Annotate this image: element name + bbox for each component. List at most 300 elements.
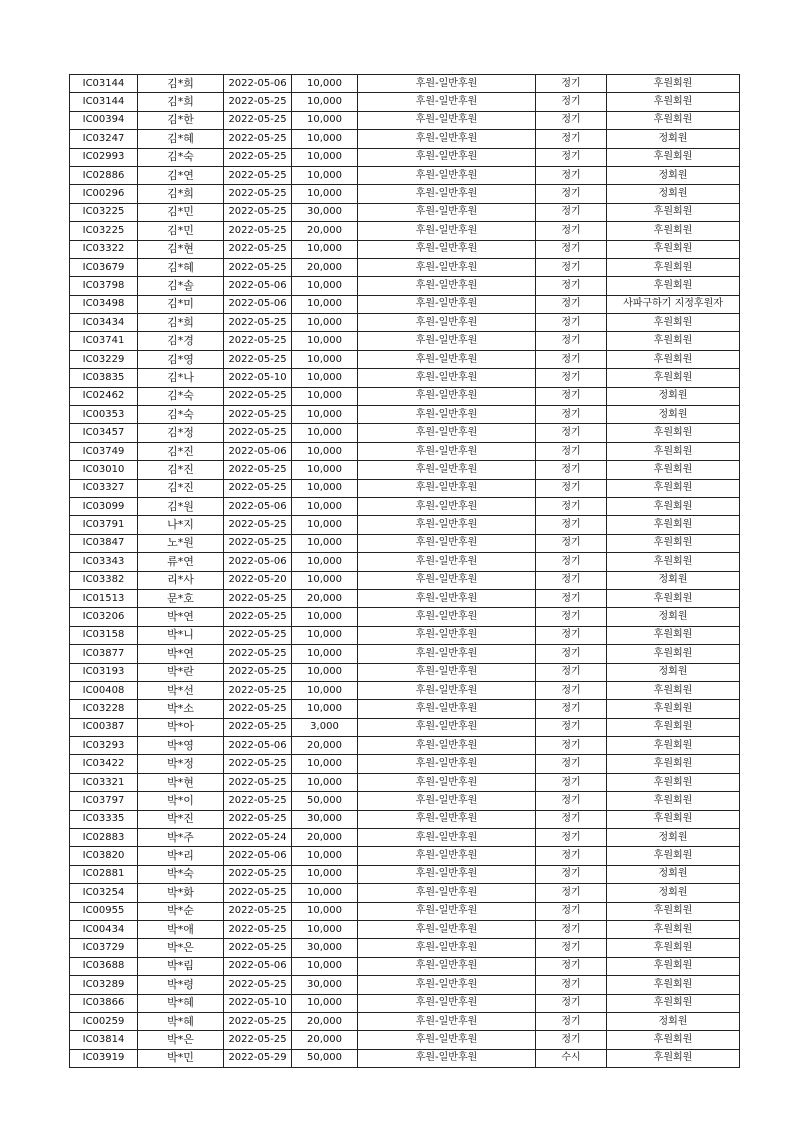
- donor-name-cell: 리*사: [138, 571, 224, 589]
- category-cell: 후원-일반후원: [358, 203, 536, 221]
- table-row: [70, 829, 740, 847]
- category-cell: 후원-일반후원: [358, 277, 536, 295]
- amount-cell: 20,000: [292, 1012, 358, 1030]
- date-cell: 2022-05-25: [224, 792, 292, 810]
- frequency-cell: 정기: [536, 406, 607, 424]
- donor-name-cell: 김*진: [138, 479, 224, 497]
- table-row: [70, 258, 740, 276]
- member-type-cell: 후원회원: [607, 332, 740, 350]
- frequency-cell: 정기: [536, 1012, 607, 1030]
- member-type-cell: 후원회원: [607, 737, 740, 755]
- donor-name-cell: 류*연: [138, 553, 224, 571]
- frequency-cell: 정기: [536, 681, 607, 699]
- donor-id-cell: IC03434: [70, 314, 138, 332]
- frequency-cell: 정기: [536, 516, 607, 534]
- donor-id-cell: IC03877: [70, 645, 138, 663]
- table-row: [70, 1031, 740, 1049]
- amount-cell: 10,000: [292, 516, 358, 534]
- amount-cell: 10,000: [292, 185, 358, 203]
- member-type-cell: 정회원: [607, 387, 740, 405]
- table-row: [70, 755, 740, 773]
- table-row: [70, 645, 740, 663]
- category-cell: 후원-일반후원: [358, 847, 536, 865]
- table-row: [70, 608, 740, 626]
- donor-id-cell: IC03835: [70, 369, 138, 387]
- donor-name-cell: 김*연: [138, 166, 224, 184]
- table-row: [70, 75, 740, 93]
- amount-cell: 20,000: [292, 737, 358, 755]
- amount-cell: 10,000: [292, 350, 358, 368]
- table-row: [70, 534, 740, 552]
- date-cell: 2022-05-25: [224, 663, 292, 681]
- member-type-cell: 후원회원: [607, 681, 740, 699]
- member-type-cell: 후원회원: [607, 553, 740, 571]
- table-row: [70, 865, 740, 883]
- table-row: [70, 350, 740, 368]
- table-row: [70, 976, 740, 994]
- frequency-cell: 정기: [536, 773, 607, 791]
- date-cell: 2022-05-25: [224, 534, 292, 552]
- table-row: [70, 93, 740, 111]
- amount-cell: 50,000: [292, 1049, 358, 1067]
- amount-cell: 10,000: [292, 369, 358, 387]
- member-type-cell: 후원회원: [607, 1049, 740, 1067]
- date-cell: 2022-05-29: [224, 1049, 292, 1067]
- date-cell: 2022-05-25: [224, 148, 292, 166]
- donor-name-cell: 박*혜: [138, 994, 224, 1012]
- donor-id-cell: IC00408: [70, 681, 138, 699]
- member-type-cell: 후원회원: [607, 424, 740, 442]
- table-row: [70, 718, 740, 736]
- frequency-cell: 정기: [536, 424, 607, 442]
- donor-name-cell: 김*민: [138, 222, 224, 240]
- date-cell: 2022-05-24: [224, 829, 292, 847]
- frequency-cell: 정기: [536, 884, 607, 902]
- frequency-cell: 정기: [536, 994, 607, 1012]
- date-cell: 2022-05-25: [224, 1031, 292, 1049]
- frequency-cell: 정기: [536, 314, 607, 332]
- donor-id-cell: IC03382: [70, 571, 138, 589]
- category-cell: 후원-일반후원: [358, 810, 536, 828]
- date-cell: 2022-05-06: [224, 553, 292, 571]
- date-cell: 2022-05-10: [224, 994, 292, 1012]
- category-cell: 후원-일반후원: [358, 534, 536, 552]
- frequency-cell: 정기: [536, 865, 607, 883]
- date-cell: 2022-05-25: [224, 626, 292, 644]
- frequency-cell: 정기: [536, 332, 607, 350]
- category-cell: 후원-일반후원: [358, 442, 536, 460]
- frequency-cell: 정기: [536, 829, 607, 847]
- table-row: [70, 681, 740, 699]
- donor-id-cell: IC03457: [70, 424, 138, 442]
- category-cell: 후원-일반후원: [358, 865, 536, 883]
- donor-name-cell: 김*경: [138, 332, 224, 350]
- frequency-cell: 정기: [536, 185, 607, 203]
- donor-name-cell: 박*은: [138, 1031, 224, 1049]
- amount-cell: 10,000: [292, 571, 358, 589]
- frequency-cell: 정기: [536, 663, 607, 681]
- donor-id-cell: IC00353: [70, 406, 138, 424]
- donor-id-cell: IC03422: [70, 755, 138, 773]
- amount-cell: 30,000: [292, 810, 358, 828]
- amount-cell: 50,000: [292, 792, 358, 810]
- frequency-cell: 정기: [536, 75, 607, 93]
- frequency-cell: 정기: [536, 240, 607, 258]
- category-cell: 후원-일반후원: [358, 976, 536, 994]
- donor-name-cell: 박*영: [138, 737, 224, 755]
- category-cell: 후원-일반후원: [358, 240, 536, 258]
- amount-cell: 10,000: [292, 608, 358, 626]
- member-type-cell: 후원회원: [607, 148, 740, 166]
- table-row: [70, 589, 740, 607]
- amount-cell: 10,000: [292, 240, 358, 258]
- frequency-cell: 정기: [536, 461, 607, 479]
- amount-cell: 10,000: [292, 424, 358, 442]
- member-type-cell: 후원회원: [607, 111, 740, 129]
- date-cell: 2022-05-25: [224, 755, 292, 773]
- category-cell: 후원-일반후원: [358, 479, 536, 497]
- date-cell: 2022-05-25: [224, 700, 292, 718]
- table-row: [70, 111, 740, 129]
- frequency-cell: 정기: [536, 130, 607, 148]
- amount-cell: 10,000: [292, 553, 358, 571]
- donor-name-cell: 박*민: [138, 1049, 224, 1067]
- member-type-cell: 정회원: [607, 166, 740, 184]
- donor-name-cell: 김*정: [138, 424, 224, 442]
- frequency-cell: 정기: [536, 1031, 607, 1049]
- table-row: [70, 700, 740, 718]
- frequency-cell: 정기: [536, 939, 607, 957]
- category-cell: 후원-일반후원: [358, 1012, 536, 1030]
- donor-name-cell: 노*원: [138, 534, 224, 552]
- donor-id-cell: IC03321: [70, 773, 138, 791]
- member-type-cell: 후원회원: [607, 994, 740, 1012]
- member-type-cell: 후원회원: [607, 240, 740, 258]
- donor-id-cell: IC03254: [70, 884, 138, 902]
- amount-cell: 10,000: [292, 93, 358, 111]
- date-cell: 2022-05-25: [224, 332, 292, 350]
- category-cell: 후원-일반후원: [358, 718, 536, 736]
- amount-cell: 3,000: [292, 718, 358, 736]
- date-cell: 2022-05-06: [224, 957, 292, 975]
- table-row: [70, 332, 740, 350]
- donor-name-cell: 김*희: [138, 185, 224, 203]
- donor-id-cell: IC03193: [70, 663, 138, 681]
- date-cell: 2022-05-25: [224, 111, 292, 129]
- member-type-cell: 후원회원: [607, 957, 740, 975]
- date-cell: 2022-05-25: [224, 884, 292, 902]
- member-type-cell: 후원회원: [607, 976, 740, 994]
- amount-cell: 10,000: [292, 773, 358, 791]
- member-type-cell: 정회원: [607, 663, 740, 681]
- amount-cell: 10,000: [292, 461, 358, 479]
- amount-cell: 10,000: [292, 387, 358, 405]
- date-cell: 2022-05-25: [224, 350, 292, 368]
- date-cell: 2022-05-25: [224, 773, 292, 791]
- member-type-cell: 후원회원: [607, 93, 740, 111]
- category-cell: 후원-일반후원: [358, 755, 536, 773]
- donor-id-cell: IC02883: [70, 829, 138, 847]
- donor-name-cell: 박*화: [138, 884, 224, 902]
- member-type-cell: 정회원: [607, 185, 740, 203]
- donor-name-cell: 박*란: [138, 663, 224, 681]
- donor-name-cell: 박*니: [138, 626, 224, 644]
- date-cell: 2022-05-25: [224, 222, 292, 240]
- table-row: [70, 314, 740, 332]
- table-row: [70, 773, 740, 791]
- amount-cell: 10,000: [292, 700, 358, 718]
- frequency-cell: 정기: [536, 920, 607, 938]
- donor-id-cell: IC01513: [70, 589, 138, 607]
- amount-cell: 20,000: [292, 1031, 358, 1049]
- category-cell: 후원-일반후원: [358, 939, 536, 957]
- donor-id-cell: IC02881: [70, 865, 138, 883]
- member-type-cell: 후원회원: [607, 277, 740, 295]
- frequency-cell: 정기: [536, 792, 607, 810]
- frequency-cell: 정기: [536, 277, 607, 295]
- donor-name-cell: 김*희: [138, 75, 224, 93]
- amount-cell: 30,000: [292, 939, 358, 957]
- date-cell: 2022-05-25: [224, 589, 292, 607]
- donor-id-cell: IC03729: [70, 939, 138, 957]
- amount-cell: 10,000: [292, 663, 358, 681]
- member-type-cell: 후원회원: [607, 534, 740, 552]
- table-row: [70, 387, 740, 405]
- date-cell: 2022-05-25: [224, 93, 292, 111]
- member-type-cell: 후원회원: [607, 902, 740, 920]
- table-row: [70, 240, 740, 258]
- table-row: [70, 1012, 740, 1030]
- member-type-cell: 정회원: [607, 571, 740, 589]
- date-cell: 2022-05-25: [224, 203, 292, 221]
- table-row: [70, 847, 740, 865]
- category-cell: 후원-일반후원: [358, 222, 536, 240]
- amount-cell: 10,000: [292, 920, 358, 938]
- donor-id-cell: IC03498: [70, 295, 138, 313]
- donor-id-cell: IC00434: [70, 920, 138, 938]
- donor-name-cell: 박*현: [138, 773, 224, 791]
- date-cell: 2022-05-25: [224, 314, 292, 332]
- table-row: [70, 203, 740, 221]
- donor-id-cell: IC00387: [70, 718, 138, 736]
- frequency-cell: 정기: [536, 258, 607, 276]
- donor-id-cell: IC03791: [70, 516, 138, 534]
- category-cell: 후원-일반후원: [358, 792, 536, 810]
- donor-id-cell: IC02993: [70, 148, 138, 166]
- date-cell: 2022-05-06: [224, 277, 292, 295]
- donor-name-cell: 김*숙: [138, 406, 224, 424]
- date-cell: 2022-05-25: [224, 920, 292, 938]
- date-cell: 2022-05-25: [224, 185, 292, 203]
- donor-id-cell: IC03866: [70, 994, 138, 1012]
- frequency-cell: 정기: [536, 902, 607, 920]
- amount-cell: 10,000: [292, 295, 358, 313]
- member-type-cell: 후원회원: [607, 755, 740, 773]
- amount-cell: 20,000: [292, 829, 358, 847]
- donor-name-cell: 김*영: [138, 350, 224, 368]
- member-type-cell: 후원회원: [607, 920, 740, 938]
- frequency-cell: 정기: [536, 222, 607, 240]
- table-row: [70, 516, 740, 534]
- donor-name-cell: 김*혜: [138, 258, 224, 276]
- table-row: [70, 406, 740, 424]
- table-row: [70, 884, 740, 902]
- category-cell: 후원-일반후원: [358, 700, 536, 718]
- category-cell: 후원-일반후원: [358, 148, 536, 166]
- member-type-cell: 정회원: [607, 608, 740, 626]
- donor-name-cell: 박*리: [138, 847, 224, 865]
- category-cell: 후원-일반후원: [358, 93, 536, 111]
- member-type-cell: 후원회원: [607, 203, 740, 221]
- member-type-cell: 후원회원: [607, 314, 740, 332]
- amount-cell: 10,000: [292, 166, 358, 184]
- category-cell: 후원-일반후원: [358, 516, 536, 534]
- donor-id-cell: IC00259: [70, 1012, 138, 1030]
- member-type-cell: 후원회원: [607, 626, 740, 644]
- donor-name-cell: 박*선: [138, 681, 224, 699]
- donor-id-cell: IC03847: [70, 534, 138, 552]
- frequency-cell: 정기: [536, 93, 607, 111]
- donor-id-cell: IC03010: [70, 461, 138, 479]
- amount-cell: 10,000: [292, 957, 358, 975]
- date-cell: 2022-05-25: [224, 424, 292, 442]
- date-cell: 2022-05-25: [224, 240, 292, 258]
- frequency-cell: 정기: [536, 479, 607, 497]
- date-cell: 2022-05-25: [224, 939, 292, 957]
- date-cell: 2022-05-06: [224, 75, 292, 93]
- category-cell: 후원-일반후원: [358, 829, 536, 847]
- donor-id-cell: IC03327: [70, 479, 138, 497]
- table-row: [70, 571, 740, 589]
- category-cell: 후원-일반후원: [358, 332, 536, 350]
- donor-id-cell: IC03225: [70, 203, 138, 221]
- donor-name-cell: 박*소: [138, 700, 224, 718]
- date-cell: 2022-05-25: [224, 166, 292, 184]
- amount-cell: 20,000: [292, 222, 358, 240]
- table-row: [70, 497, 740, 515]
- donor-name-cell: 김*솔: [138, 277, 224, 295]
- member-type-cell: 후원회원: [607, 1031, 740, 1049]
- date-cell: 2022-05-25: [224, 865, 292, 883]
- donor-name-cell: 박*아: [138, 718, 224, 736]
- category-cell: 후원-일반후원: [358, 258, 536, 276]
- category-cell: 후원-일반후원: [358, 626, 536, 644]
- table-row: [70, 902, 740, 920]
- frequency-cell: 정기: [536, 847, 607, 865]
- table-row: [70, 148, 740, 166]
- amount-cell: 10,000: [292, 75, 358, 93]
- donor-id-cell: IC02886: [70, 166, 138, 184]
- table-row: [70, 737, 740, 755]
- date-cell: 2022-05-25: [224, 461, 292, 479]
- category-cell: 후원-일반후원: [358, 166, 536, 184]
- date-cell: 2022-05-25: [224, 258, 292, 276]
- amount-cell: 10,000: [292, 130, 358, 148]
- amount-cell: 10,000: [292, 148, 358, 166]
- category-cell: 후원-일반후원: [358, 920, 536, 938]
- donor-id-cell: IC03225: [70, 222, 138, 240]
- donor-id-cell: IC03343: [70, 553, 138, 571]
- donor-id-cell: IC03688: [70, 957, 138, 975]
- frequency-cell: 정기: [536, 645, 607, 663]
- category-cell: 후원-일반후원: [358, 737, 536, 755]
- date-cell: 2022-05-25: [224, 645, 292, 663]
- table-row: [70, 277, 740, 295]
- category-cell: 후원-일반후원: [358, 589, 536, 607]
- member-type-cell: 정회원: [607, 829, 740, 847]
- table-row: [70, 222, 740, 240]
- table-row: [70, 461, 740, 479]
- member-type-cell: 후원회원: [607, 700, 740, 718]
- donor-name-cell: 김*진: [138, 461, 224, 479]
- date-cell: 2022-05-06: [224, 847, 292, 865]
- category-cell: 후원-일반후원: [358, 773, 536, 791]
- category-cell: 후원-일반후원: [358, 645, 536, 663]
- frequency-cell: 정기: [536, 148, 607, 166]
- donor-id-cell: IC03144: [70, 75, 138, 93]
- category-cell: 후원-일반후원: [358, 111, 536, 129]
- donor-name-cell: 김*숙: [138, 387, 224, 405]
- category-cell: 후원-일반후원: [358, 663, 536, 681]
- date-cell: 2022-05-06: [224, 497, 292, 515]
- category-cell: 후원-일반후원: [358, 461, 536, 479]
- member-type-cell: 정회원: [607, 865, 740, 883]
- frequency-cell: 정기: [536, 497, 607, 515]
- donor-id-cell: IC03247: [70, 130, 138, 148]
- donor-name-cell: 박*령: [138, 976, 224, 994]
- table-row: [70, 166, 740, 184]
- frequency-cell: 정기: [536, 810, 607, 828]
- category-cell: 후원-일반후원: [358, 350, 536, 368]
- frequency-cell: 정기: [536, 111, 607, 129]
- donor-id-cell: IC03229: [70, 350, 138, 368]
- member-type-cell: 정회원: [607, 884, 740, 902]
- date-cell: 2022-05-25: [224, 406, 292, 424]
- donor-id-cell: IC03679: [70, 258, 138, 276]
- donor-name-cell: 박*애: [138, 920, 224, 938]
- donor-name-cell: 박*혜: [138, 1012, 224, 1030]
- amount-cell: 30,000: [292, 976, 358, 994]
- member-type-cell: 후원회원: [607, 75, 740, 93]
- donor-name-cell: 박*은: [138, 939, 224, 957]
- category-cell: 후원-일반후원: [358, 130, 536, 148]
- donor-name-cell: 문*호: [138, 589, 224, 607]
- donor-name-cell: 박*주: [138, 829, 224, 847]
- donor-name-cell: 김*숙: [138, 148, 224, 166]
- table-row: [70, 479, 740, 497]
- amount-cell: 10,000: [292, 111, 358, 129]
- date-cell: 2022-05-25: [224, 387, 292, 405]
- category-cell: 후원-일반후원: [358, 553, 536, 571]
- member-type-cell: 후원회원: [607, 773, 740, 791]
- amount-cell: 10,000: [292, 865, 358, 883]
- member-type-cell: 후원회원: [607, 718, 740, 736]
- amount-cell: 10,000: [292, 277, 358, 295]
- donor-name-cell: 박*정: [138, 755, 224, 773]
- donor-id-cell: IC03158: [70, 626, 138, 644]
- date-cell: 2022-05-20: [224, 571, 292, 589]
- category-cell: 후원-일반후원: [358, 994, 536, 1012]
- frequency-cell: 정기: [536, 387, 607, 405]
- member-type-cell: 후원회원: [607, 645, 740, 663]
- amount-cell: 10,000: [292, 902, 358, 920]
- donor-name-cell: 박*숙: [138, 865, 224, 883]
- donor-id-cell: IC03798: [70, 277, 138, 295]
- table-row: [70, 369, 740, 387]
- category-cell: 후원-일반후원: [358, 1031, 536, 1049]
- amount-cell: 10,000: [292, 442, 358, 460]
- amount-cell: 10,000: [292, 406, 358, 424]
